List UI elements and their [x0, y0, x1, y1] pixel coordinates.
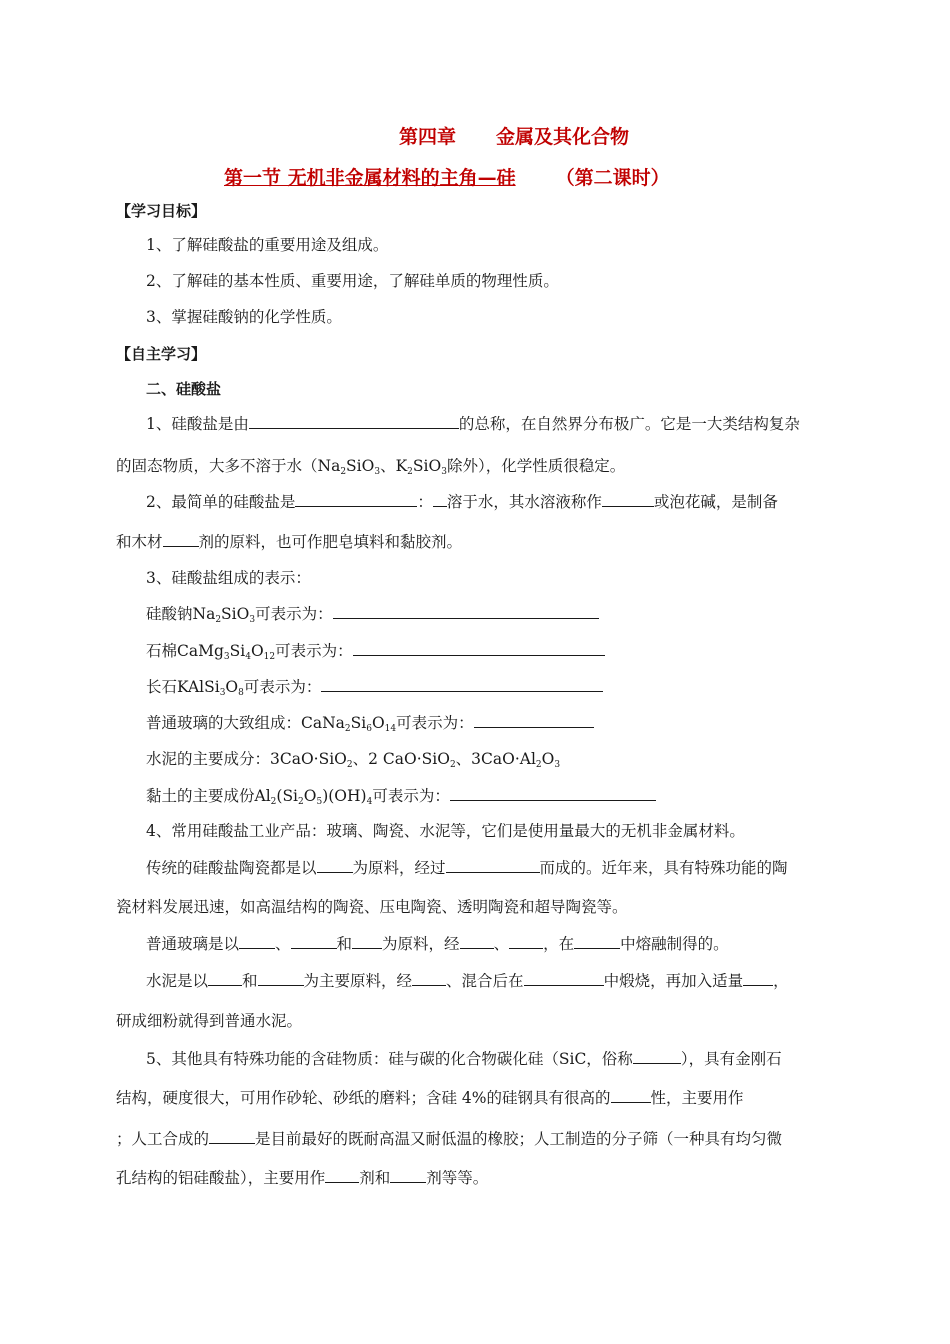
text-run: 和 [336, 935, 353, 953]
text-run: O [225, 678, 239, 696]
subscript: 2 [535, 760, 542, 770]
text-run: 可表示为： [243, 678, 322, 696]
fill-blank[interactable] [333, 604, 599, 619]
paragraph-8-line-2 [116, 1088, 744, 1108]
text-run: 、混合后在 [446, 972, 524, 990]
fill-blank[interactable] [291, 934, 337, 949]
text-run: Si [350, 714, 367, 732]
fill-blank[interactable] [602, 492, 654, 507]
silicate-subheading: 二、硅酸盐 [146, 380, 222, 398]
paragraph-3: 3、硅酸盐组成的表示： [146, 569, 311, 587]
text-run: SiO [412, 457, 442, 475]
formula-line-asbestos [146, 641, 605, 661]
formula-line-feldspar [146, 677, 603, 697]
text-run: SiO [221, 605, 250, 623]
text-run: 中煅烧，再加入适量 [603, 972, 744, 990]
text-run: 2、最简单的硅酸盐是 [146, 493, 296, 511]
fill-blank[interactable] [353, 641, 605, 656]
subscript: 8 [238, 688, 244, 698]
fill-blank[interactable] [325, 1168, 359, 1183]
text-run: 的固态物质，大多不溶于水（Na [116, 457, 341, 475]
fill-blank[interactable] [474, 713, 594, 728]
text-run: 可表示为： [255, 605, 333, 623]
subscript: 14 [384, 724, 397, 734]
text-run: 剂的原料，也可作肥皂填料和黏胶剂。 [198, 533, 463, 551]
subscript: 12 [263, 652, 276, 662]
subscript: 3 [554, 760, 561, 770]
text-run: (Si [276, 787, 299, 805]
subscript: 2 [407, 467, 413, 477]
lesson-label: （第二课时） [555, 167, 670, 189]
text-run: ， [773, 972, 789, 990]
text-run: 为主要原料，经 [303, 972, 413, 990]
text-run: 溶于水，其水溶液称作 [446, 493, 602, 511]
text-run: 性，主要用作 [650, 1089, 744, 1107]
text-run: 和木材 [116, 533, 163, 551]
fill-blank[interactable] [450, 786, 656, 801]
subscript: 4 [366, 797, 373, 807]
text-run: 硅酸钠Na [146, 605, 216, 623]
objectives-heading: 【学习目标】 [116, 202, 207, 220]
formula-line-cement [146, 749, 560, 769]
text-run: O [303, 787, 317, 805]
paragraph-5-line-2: 瓷材料发展迅速，如高温结构的陶瓷、压电陶瓷、透明陶瓷和超导陶瓷等。 [116, 898, 628, 916]
text-run: 普通玻璃是以 [146, 935, 240, 953]
subscript: 4 [245, 652, 251, 662]
fill-blank[interactable] [258, 971, 304, 986]
formula-line-clay [146, 786, 656, 806]
subscript: 6 [366, 724, 372, 734]
paragraph-8 [146, 1049, 782, 1069]
paragraph-1-line-2 [116, 456, 625, 476]
subscript: 3 [374, 467, 381, 477]
text-run: 中熔融制得的。 [620, 935, 729, 953]
subscript: 2 [344, 724, 351, 734]
text-run: O [250, 642, 264, 660]
subscript: 3 [441, 467, 447, 477]
paragraph-6 [146, 934, 729, 954]
text-run: 可表示为： [396, 714, 474, 732]
text-run: 是目前最好的既耐高温又耐低温的橡胶；人工制造的分子筛（一种具有均匀微 [255, 1130, 783, 1148]
paragraph-1 [146, 414, 800, 434]
fill-blank[interactable] [412, 971, 446, 986]
fill-blank[interactable] [509, 934, 543, 949]
self-study-heading: 【自主学习】 [116, 345, 207, 363]
text-run: 石棉CaMg [146, 642, 224, 660]
text-run: 1、硅酸盐是由 [146, 415, 249, 433]
text-run: 除外），化学性质很稳定。 [446, 457, 626, 475]
text-run: 的总称，在自然界分布极广。它是一大类结构复杂 [458, 415, 800, 433]
text-run: 水泥是以 [146, 972, 209, 990]
paragraph-7 [146, 971, 789, 991]
text-run: ），具有金刚石 [680, 1050, 782, 1068]
fill-blank[interactable] [743, 971, 773, 986]
objective-item: 3、掌握硅酸钠的化学性质。 [146, 308, 342, 326]
text-run: SiO [346, 457, 375, 475]
chapter-title [399, 125, 629, 149]
subscript: 3 [223, 652, 230, 662]
text-run: 、 [493, 935, 510, 953]
fill-blank[interactable] [390, 1168, 426, 1183]
paragraph-8-line-4 [116, 1168, 488, 1188]
fill-blank[interactable] [295, 492, 417, 507]
text-run: O [541, 750, 555, 768]
fill-blank[interactable] [249, 414, 459, 429]
text-run: )(OH) [322, 787, 367, 805]
text-run: 可表示为： [372, 787, 450, 805]
subscript: 2 [449, 760, 456, 770]
subscript: 3 [249, 615, 256, 625]
text-run: 、3CaO·Al [455, 750, 536, 768]
chapter-name: 金属及其化合物 [496, 126, 630, 148]
text-run: 可表示为： [275, 642, 353, 660]
paragraph-2-line-2 [116, 532, 462, 552]
chapter-number: 第四章 [399, 126, 457, 148]
text-run: Si [229, 642, 246, 660]
subscript: 2 [298, 797, 304, 807]
text-run: 为原料，经过 [352, 859, 446, 877]
section-title [224, 166, 670, 190]
text-run: 水泥的主要成分：3CaO·SiO [146, 750, 347, 768]
text-run: 长石KAlSi [146, 678, 220, 696]
subscript: 5 [316, 797, 323, 807]
subscript: 2 [215, 615, 222, 625]
text-run: ；人工合成的 [116, 1130, 210, 1148]
text-run: 结构，硬度很大，可用作砂轮、砂纸的磨料；含硅 4%的硅钢具有很高的 [116, 1089, 611, 1107]
text-run: 普通玻璃的大致组成：CaNa [146, 714, 345, 732]
text-run: 孔结构的铝硅酸盐），主要用作 [116, 1169, 326, 1187]
fill-blank[interactable] [433, 492, 447, 507]
text-run: 剂等等。 [426, 1169, 489, 1187]
objective-item: 1、了解硅酸盐的重要用途及组成。 [146, 236, 389, 254]
fill-blank[interactable] [321, 677, 603, 692]
fill-blank[interactable] [460, 934, 494, 949]
text-run: 、2 CaO·SiO [352, 750, 450, 768]
text-run: 5、其他具有特殊功能的含硅物质：硅与碳的化合物碳化硅（SiC，俗称 [146, 1050, 633, 1068]
section-name: 第一节 无机非金属材料的主角—硅 [224, 167, 516, 189]
text-run: 剂和 [359, 1169, 391, 1187]
text-run: 黏土的主要成份Al [146, 787, 271, 805]
subscript: 2 [340, 467, 347, 477]
text-run: 或泡花碱，是制备 [653, 493, 778, 511]
subscript: 2 [346, 760, 353, 770]
text-run: ： [417, 493, 433, 511]
objective-item: 2、了解硅的基本性质、重要用途，了解硅单质的物理性质。 [146, 272, 559, 290]
text-run: 为原料，经 [382, 935, 460, 953]
fill-blank[interactable] [611, 1088, 651, 1103]
text-run: 和 [242, 972, 258, 990]
formula-line-glass [146, 713, 594, 733]
fill-blank[interactable] [208, 971, 242, 986]
paragraph-2 [146, 492, 778, 512]
fill-blank[interactable] [352, 934, 382, 949]
fill-blank[interactable] [239, 934, 275, 949]
fill-blank[interactable] [209, 1129, 255, 1144]
text-run: 而成的。近年来，具有特殊功能的陶 [539, 859, 788, 877]
formula-line-sodium-silicate [146, 604, 599, 624]
fill-blank[interactable] [317, 858, 353, 873]
paragraph-8-line-3 [116, 1129, 782, 1149]
text-run: ，在 [543, 935, 575, 953]
paragraph-5 [146, 858, 788, 878]
text-run: 传统的硅酸盐陶瓷都是以 [146, 859, 317, 877]
paragraph-4: 4、常用硅酸盐工业产品：玻璃、陶瓷、水泥等，它们是使用量最大的无机非金属材料。 [146, 822, 745, 840]
text-run: 、 [275, 935, 291, 953]
subscript: 2 [270, 797, 277, 807]
paragraph-7-line-2: 研成细粉就得到普通水泥。 [116, 1012, 303, 1030]
fill-blank[interactable] [524, 971, 604, 986]
subscript: 3 [219, 688, 226, 698]
fill-blank[interactable] [574, 934, 620, 949]
text-run: 、K [380, 457, 408, 475]
text-run: O [371, 714, 385, 732]
fill-blank[interactable] [633, 1049, 681, 1064]
fill-blank[interactable] [163, 532, 199, 547]
fill-blank[interactable] [446, 858, 540, 873]
